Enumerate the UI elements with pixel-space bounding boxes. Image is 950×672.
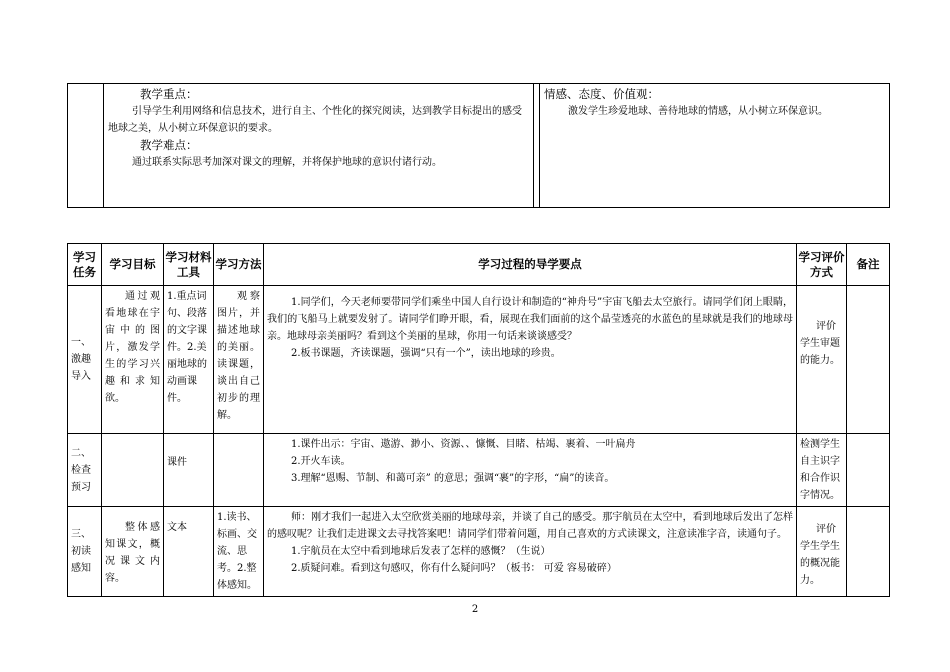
objectives-emotion-cell — [540, 84, 890, 208]
row1-process-2: 2.板书课题，齐读课题，强调“只有一个”，读出地球的珍贵。 — [291, 348, 561, 359]
row3-process-intro: 师：刚才我们一起进入太空欣赏美丽的地球母亲，并谈了自己的感受。那宇航员在太空中，看到地球后发出了怎样的感叹呢？让我们走进课文去寻找答案吧！请同学们带着问题，用自己喜欢的方式读课文，注意读准字音，读通句子。 — [267, 512, 793, 540]
header-goal: 学习目标 — [102, 244, 164, 286]
row3-process — [264, 507, 797, 597]
header-process: 学习过程的导学要点 — [264, 244, 797, 286]
table-header-row — [68, 244, 890, 286]
objectives-key-cell — [104, 84, 534, 208]
key-point-text: 引导学生利用网络和信息技术，进行自主、个性化的探究阅读，达到教学目标提出的感受地球之美，从小树立环保意识的要求。 — [108, 106, 522, 134]
header-eval: 学习评价方式 — [797, 244, 847, 286]
header-note: 备注 — [847, 244, 890, 286]
header-task: 学习任务 — [68, 244, 102, 286]
row3-eval: 评价学生学生的概况能力。 — [797, 507, 847, 597]
row2-goal — [102, 434, 164, 507]
row3-goal: 整体感知课文，概况课文内容。 — [102, 507, 164, 597]
row3-material: 文本 — [164, 507, 214, 597]
row1-note — [847, 286, 890, 434]
key-point-heading: 教学重点： — [140, 87, 198, 101]
header-method: 学习方法 — [214, 244, 264, 286]
row2-process-1: 1.课件出示：宇宙、遨游、渺小、资源、、慷慨、目睹、枯竭、裹着、一叶扁舟 — [291, 439, 636, 450]
header-material: 学习材料工具 — [164, 244, 214, 286]
row3-task: 三、初读感知 — [68, 507, 102, 597]
row3-process-2: 2.质疑问难。看到这句感叹，你有什么疑问吗？（板书： 可爱 容易破碎） — [291, 563, 617, 574]
table-row — [68, 434, 890, 507]
row1-method: 观察图片，并描述地球的美丽。读课题，谈出自己初步的理解。 — [214, 286, 264, 434]
row1-process-1: 1.同学们，今天老师要带同学们乘坐中国人自行设计和制造的“神舟号”宇宙飞船去太空旅行。请同学们闭上眼睛，我们的飞船马上就要发射了。请同学们睁开眼，看，展现在我们面前的这个晶莹透亮的水蓝色的星球就是我们的地球母亲。地球母亲美丽吗？看到这个美丽的星球，你用一句话来谈谈感受？ — [267, 297, 793, 342]
emotion-text: 激发学生珍爱地球、善待地球的情感，从小树立环保意识。 — [568, 106, 828, 117]
page-number: 2 — [471, 604, 479, 615]
difficult-point-heading: 教学难点： — [140, 138, 198, 152]
row2-task: 二、检查预习 — [68, 434, 102, 507]
table-row — [68, 507, 890, 597]
row1-material: 1.重点词句、段落的文字课件。2.美丽地球的动画课件。 — [164, 286, 214, 434]
row2-method — [214, 434, 264, 507]
objectives-table — [67, 83, 890, 208]
row3-process-1: 1.宇航员在太空中看到地球后发表了怎样的感慨？（生说） — [291, 546, 551, 557]
learning-process-table — [67, 243, 890, 597]
row3-note — [847, 507, 890, 597]
objectives-label-cell — [68, 84, 104, 208]
row1-process — [264, 286, 797, 434]
row2-note — [847, 434, 890, 507]
row3-method: 1.读书、标画、交流、思考。2.整体感知。 — [214, 507, 264, 597]
row1-task: 一、激趣导入 — [68, 286, 102, 434]
row1-eval: 评价学生审题的能力。 — [797, 286, 847, 434]
emotion-heading: 情感、态度、价值观： — [544, 87, 659, 101]
row2-process-2: 2.开火车读。 — [291, 456, 351, 467]
row2-process-3: 3.理解“恩赐、节制、和蔼可亲” 的意思；强调“裹”的字形，“扁”的读音。 — [291, 473, 615, 484]
row2-eval: 检测学生自主识字和合作识字情况。 — [797, 434, 847, 507]
row2-process — [264, 434, 797, 507]
difficult-point-text: 通过联系实际思考加深对课文的理解，并将保护地球的意识付诸行动。 — [132, 157, 442, 168]
row2-material: 课件 — [164, 434, 214, 507]
table-row — [68, 286, 890, 434]
row1-goal: 通过观看地球在宇宙中的图片，激发学生的学习兴趣和求知欲。 — [102, 286, 164, 434]
